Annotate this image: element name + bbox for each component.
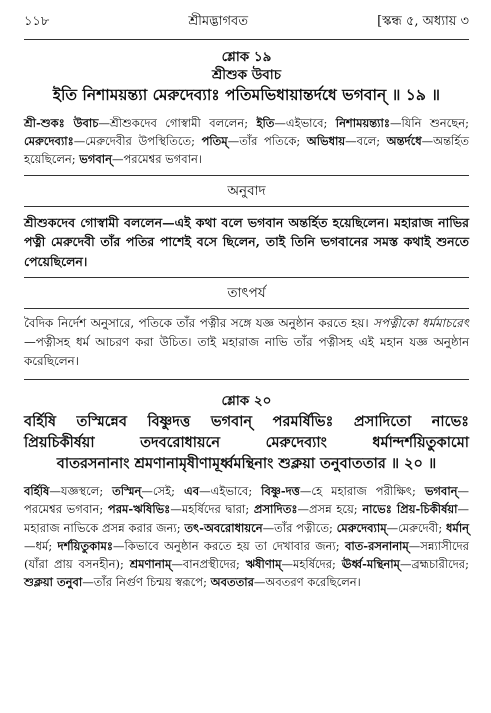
synonym-meaning: যিনি শুনছেন: [401, 116, 466, 130]
verse-19-text: ইতি নিশাময়ন্ত্যা মেরুদেব্যাঃ পতিমভিধায়ান্তর্দধে ভগবান্ ॥ ১৯ ॥: [52, 85, 441, 104]
synonym-word: বর্হিষি: [24, 484, 50, 499]
synonym-word: নিশাময়ন্ত্যাঃ: [335, 116, 390, 130]
divider: [24, 206, 469, 207]
synonym-meaning: অন্তর্হিত হয়েছিলেন: [24, 134, 470, 167]
synonym-word: বাত-রসনানাম্: [344, 538, 409, 553]
synonym-meaning: মেরুদেবীর উপস্থিতিতে: [85, 134, 192, 149]
synonym-meaning: বানপ্রস্থীদের: [182, 556, 236, 571]
synonym-word: তৎ-অবরোধায়নে: [184, 520, 263, 535]
synonym-word: ভগবান্: [79, 152, 112, 167]
verse-19-speaker: শ্রীশুক উবাচ: [211, 67, 282, 83]
synonym-word: বিষ্ণু-দত্ত: [261, 484, 300, 499]
synonym-word: শ্রী-শুকঃ উবাচ: [24, 116, 99, 130]
synonym-word: ভগবান্: [424, 484, 458, 499]
synonym-word: ধর্মান্: [445, 520, 470, 535]
synonym-meaning: মেরুদেবী: [398, 520, 439, 535]
synonym-word: মেরুদেব্যাঃ: [24, 134, 74, 149]
header-rule: [24, 39, 469, 40]
synonym-word: পরম-ঋষিভিঃ: [107, 502, 171, 517]
synonym-meaning: তাঁর পত্নীতে: [274, 520, 329, 535]
synonym-word: অভিধায়: [306, 134, 346, 149]
synonym-meaning: তাঁর পতিকে: [239, 134, 297, 149]
synonym-word: ঊর্ধ্ব-মন্থিনাম্: [341, 556, 400, 571]
synonym-word: এব: [184, 484, 200, 499]
synonym-meaning: শ্রীশুকদেব গোস্বামী বললেন: [109, 116, 245, 130]
synonym-meaning: মহারাজ নাভিকে প্রসন্ন করার জন্য: [24, 520, 177, 535]
synonym-meaning: যজ্ঞস্থলে: [60, 484, 100, 499]
synonym-meaning: সেই: [152, 484, 172, 499]
synonym-meaning: প্রসন্ন হয়ে: [308, 502, 354, 517]
synonym-word: অন্তর্দধে: [386, 134, 422, 149]
synonym-meaning: মহর্ষিদের দ্বারা: [181, 502, 246, 517]
synonym-meaning: ব্রহ্মচারীদের: [411, 556, 466, 571]
synonym-word: পতিম্: [201, 134, 228, 149]
verse-19-synonyms: শ্রী-শুকঃ উবাচ—শ্রীশুকদেব গোস্বামী বললেন; ইতি—এইভাবে; নিশাময়ন্ত্যাঃ—যিনি শুনছেন; মেরুদেব্যাঃ—মেরুদেবীর উপস্থিতিতে; পতিম্—তাঁর পতিকে; অভিধায়—বলে; অন্তর্দধে—অন্তর্হিত হয়েছিলেন; ভগবান্—পরমেশ্বর ভগবান।: [24, 116, 470, 167]
synonym-meaning: ধর্ম: [35, 538, 49, 553]
chapter-reference: [স্কন্ধ ৫, অধ্যায় ৩: [377, 14, 469, 29]
synonym-word: দর্শয়িতুকামঃ: [57, 538, 113, 553]
synonym-word: তস্মিন্: [112, 484, 142, 499]
purport-text-continued: —পত্নীসহ ধর্ম আচরণ করা উচিত। তাই মহারাজ নাভি তাঁর পত্নীসহ এই মহান যজ্ঞ অনুষ্ঠান করেছিলেন।: [24, 335, 469, 369]
synonym-word: প্রসাদিতঃ: [253, 502, 298, 517]
synonym-word: ইতি: [256, 116, 275, 130]
synonym-word: শুক্লয়া তনুবা: [24, 575, 83, 590]
translation-heading: অনুবাদ: [227, 182, 266, 199]
divider: [24, 175, 469, 176]
page-number: ১১৮: [24, 14, 50, 29]
purport-quote: সপত্নীকো ধর্মমাচরেৎ: [373, 316, 470, 331]
purport-text: বৈদিক নির্দেশ অনুসারে, পতিকে তাঁর পত্নীর সঙ্গে যজ্ঞ অনুষ্ঠান করতে হয়।: [24, 316, 369, 331]
synonym-word: মেরুদেব্যাম্: [336, 520, 387, 535]
verse-19-number: শ্লোক ১৯: [221, 49, 272, 65]
verse-19-translation: শ্রীশুকদেব গোস্বামী বললেন—এই কথা বলে ভগবান অন্তর্হিত হয়েছিলেন। মহারাজ নাভির পত্নী মেরুদেবী তাঁর পতির পাশেই বসে ছিলেন, তাই তিনি ভগবানের সমস্ত কথাই শুনতে পেয়েছিলেন।: [24, 214, 469, 269]
synonym-meaning: এইভাবে: [285, 116, 324, 130]
synonym-meaning: এইভাবে: [210, 484, 249, 499]
synonym-meaning: মহর্ষিদের: [293, 556, 333, 571]
synonym-meaning: সন্ন্যাসীদের (যাঁরা প্রায় বসনহীন): [24, 538, 469, 571]
page-header: [24, 0, 469, 33]
verse-19-purport: [24, 314, 469, 371]
synonym-meaning: হে মহারাজ পরীক্ষিৎ: [311, 484, 412, 499]
verse-20-number: শ্লোক ২০: [221, 393, 272, 410]
synonym-meaning: তাঁর নির্গুণ চিন্ময় স্বরূপে: [93, 575, 204, 590]
verse-20-line-1: বর্হিষি তস্মিন্নেব বিষ্ণুদত্ত ভগবান্ পরমর্ষিভিঃ প্রসাদিতো নাভেঃ: [24, 413, 469, 431]
divider: [24, 379, 469, 380]
synonym-word: অবততার: [210, 575, 254, 590]
verse-20-line-3: বাতরসনানাং শ্রমণানামৃষীণামূর্ধ্বমন্থিনাং শুক্লয়া তনুবাততার ॥ ২০ ॥: [56, 455, 437, 473]
purport-heading: তাৎপর্য: [227, 285, 266, 302]
synonym-word: শ্রমণানাম্: [129, 556, 172, 571]
synonym-meaning: বলে: [356, 134, 377, 149]
verse-20-synonyms: বর্হিষি—যজ্ঞস্থলে; তস্মিন্—সেই; এব—এইভাবে; বিষ্ণু-দত্ত—হে মহারাজ পরীক্ষিৎ; ভগবান্—পরমেশ্বর ভগবান; পরম-ঋষিভিঃ—মহর্ষিদের দ্বারা; প্রসাদিতঃ—প্রসন্ন হয়ে; নাভেঃ প্রিয়-চিকীর্ষয়া—মহারাজ নাভিকে প্রসন্ন করার জন্য; তৎ-অবরোধায়নে—তাঁর পত্নীতে; মেরুদেব্যাম্—মেরুদেবী; ধর্মান্—ধর্ম; দর্শয়িতুকামঃ—কিভাবে অনুষ্ঠান করতে হয় তা দেখাবার জন্য; বাত-রসনানাম্—সন্ন্যাসীদের (যাঁরা প্রায় বসনহীন); শ্রমণানাম্—বানপ্রস্থীদের; ঋষীণাম্—মহর্ষিদের; ঊর্ধ্ব-মন্থিনাম্—ব্রহ্মচারীদের; শুক্লয়া তনুবা—তাঁর নির্গুণ চিন্ময় স্বরূপে; অবততার—অবতরণ করেছিলেন।: [24, 484, 470, 590]
synonym-meaning: অবতরণ করেছিলেন।: [265, 575, 361, 590]
synonym-word: নাভেঃ প্রিয়-চিকীর্ষয়া: [362, 502, 458, 517]
verse-20-line-2: প্রিয়চিকীর্ষয়া তদবরোধায়নে মেরুদেব্যাং ধর্মান্দর্শয়িতুকামো: [24, 434, 469, 452]
divider: [24, 308, 469, 309]
synonym-meaning: কিভাবে অনুষ্ঠান করতে হয় তা দেখাবার জন্য: [124, 538, 336, 553]
book-title: শ্রীমদ্ভাগবত: [188, 14, 248, 29]
divider: [24, 277, 469, 278]
synonym-meaning: পরমেশ্বর ভগবান: [24, 502, 100, 517]
synonym-meaning: পরমেশ্বর ভগবান।: [123, 152, 203, 167]
synonym-word: ঋষীণাম্: [245, 556, 282, 571]
